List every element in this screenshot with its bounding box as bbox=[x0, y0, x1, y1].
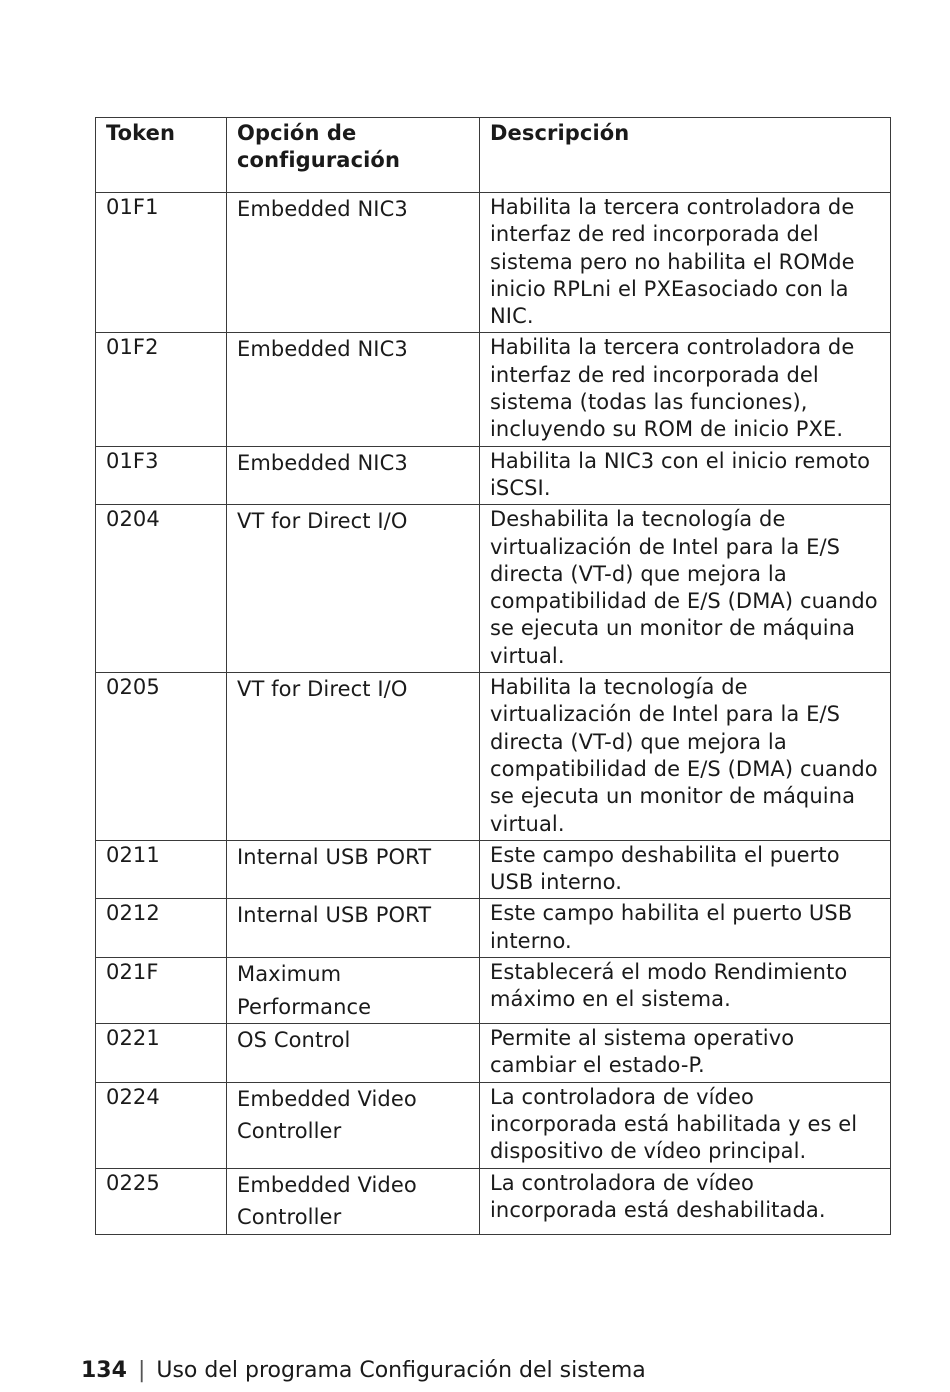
token-cell: 01F3 bbox=[96, 446, 227, 505]
table-row bbox=[96, 673, 891, 841]
option-cell: VT for Direct I/O bbox=[227, 673, 480, 841]
description-cell: La controladora de vídeo incorporada está habilitada y es el dispositivo de vídeo principal. bbox=[480, 1082, 891, 1168]
description-cell: Deshabilita la tecnología de virtualización de Intel para la E/S directa (VT-d) que mejora la compatibilidad de E/S (DMA) cuando se ejecuta un monitor de máquina virtual. bbox=[480, 505, 891, 673]
token-cell: 0224 bbox=[96, 1082, 227, 1168]
option-cell: Internal USB PORT bbox=[227, 899, 480, 958]
token-cell: 01F2 bbox=[96, 333, 227, 446]
option-cell: Embedded Video Controller bbox=[227, 1082, 480, 1168]
header-description: Descripción bbox=[480, 118, 891, 193]
table-row bbox=[96, 840, 891, 899]
description-cell: Habilita la NIC3 con el inicio remoto iSCSI. bbox=[480, 446, 891, 505]
option-cell: Embedded NIC3 bbox=[227, 193, 480, 333]
description-cell: Habilita la tercera controladora de interfaz de red incorporada del sistema pero no habilita el ROMde inicio RPLni el PXEasociado con la NIC. bbox=[480, 193, 891, 333]
option-cell: Embedded NIC3 bbox=[227, 446, 480, 505]
token-table bbox=[95, 117, 891, 1235]
option-cell: Internal USB PORT bbox=[227, 840, 480, 899]
token-cell: 0204 bbox=[96, 505, 227, 673]
option-cell: Maximum Performance bbox=[227, 958, 480, 1024]
table-row bbox=[96, 193, 891, 333]
header-token: Token bbox=[96, 118, 227, 193]
option-cell: VT for Direct I/O bbox=[227, 505, 480, 673]
option-cell: Embedded Video Controller bbox=[227, 1168, 480, 1234]
description-cell: Permite al sistema operativo cambiar el estado-P. bbox=[480, 1024, 891, 1083]
description-cell: Este campo deshabilita el puerto USB interno. bbox=[480, 840, 891, 899]
table-row bbox=[96, 1024, 891, 1083]
token-cell: 0225 bbox=[96, 1168, 227, 1234]
table-row bbox=[96, 1168, 891, 1234]
table-row bbox=[96, 1082, 891, 1168]
description-cell: Habilita la tercera controladora de interfaz de red incorporada del sistema (todas las funciones), incluyendo su ROM de inicio PXE. bbox=[480, 333, 891, 446]
table-row bbox=[96, 505, 891, 673]
option-cell: Embedded NIC3 bbox=[227, 333, 480, 446]
table-header-row bbox=[96, 118, 891, 193]
table-row bbox=[96, 446, 891, 505]
section-title: Uso del programa Configuración del sistema bbox=[156, 1358, 646, 1383]
description-cell: Este campo habilita el puerto USB interno. bbox=[480, 899, 891, 958]
token-cell: 01F1 bbox=[96, 193, 227, 333]
token-cell: 0221 bbox=[96, 1024, 227, 1083]
table-row bbox=[96, 899, 891, 958]
token-cell: 0211 bbox=[96, 840, 227, 899]
token-cell: 021F bbox=[96, 958, 227, 1024]
description-cell: Establecerá el modo Rendimiento máximo en el sistema. bbox=[480, 958, 891, 1024]
token-cell: 0205 bbox=[96, 673, 227, 841]
token-cell: 0212 bbox=[96, 899, 227, 958]
description-cell: Habilita la tecnología de virtualización de Intel para la E/S directa (VT-d) que mejora la compatibilidad de E/S (DMA) cuando se ejecuta un monitor de máquina virtual. bbox=[480, 673, 891, 841]
option-cell: OS Control bbox=[227, 1024, 480, 1083]
table-row bbox=[96, 958, 891, 1024]
page-number: 134 bbox=[81, 1358, 127, 1383]
footer-separator: | bbox=[137, 1358, 146, 1383]
header-option: Opción de configuración bbox=[227, 118, 480, 193]
table-row bbox=[96, 333, 891, 446]
description-cell: La controladora de vídeo incorporada está deshabilitada. bbox=[480, 1168, 891, 1234]
page-footer bbox=[81, 1356, 646, 1386]
